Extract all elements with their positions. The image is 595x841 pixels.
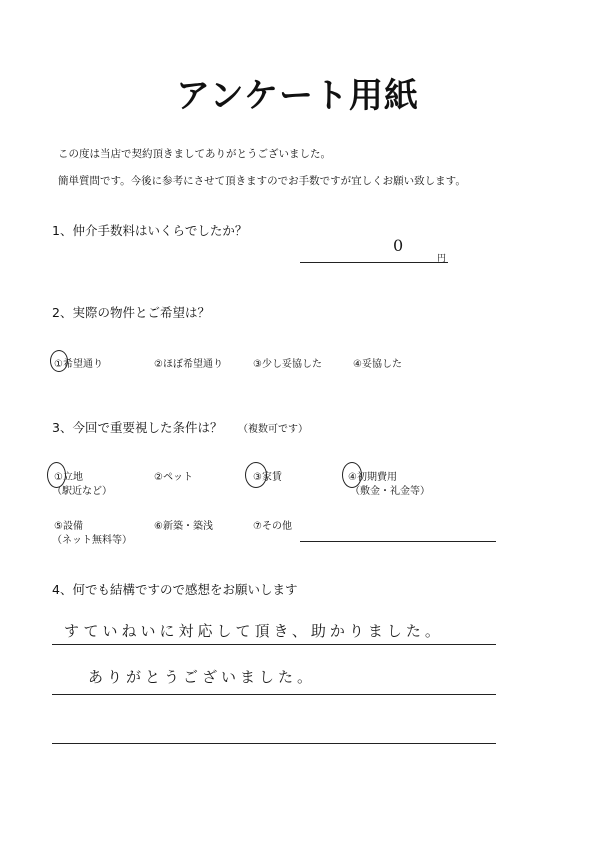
question-3-option-5[interactable]: ⑤設備: [54, 521, 83, 532]
question-3-option-1-sub: （駅近など）: [52, 486, 112, 497]
question-3-option-4-sub: （敷金・礼金等）: [350, 486, 430, 497]
question-3-option-6[interactable]: ⑥新築・築浅: [154, 521, 213, 532]
question-3-option-4[interactable]: ④初期費用: [348, 472, 397, 483]
question-3-label: 3、今回で重要視した条件は？: [52, 420, 223, 435]
question-4-answer-line-1[interactable]: すていねいに対応して頂き、助かりました。: [64, 622, 444, 640]
question-3-note: （複数可です）: [238, 424, 308, 435]
selection-circle-mark: [245, 462, 267, 488]
question-4-label: 4、何でも結構ですので感想をお願いします: [52, 582, 298, 597]
question-2-option-2[interactable]: ②ほぼ希望通り: [154, 359, 223, 370]
question-1-answer-line: [300, 262, 448, 263]
question-2-option-1[interactable]: ①希望通り: [54, 359, 103, 370]
question-2-option-4[interactable]: ④妥協した: [353, 359, 402, 370]
intro-line-1: この度は当店で契約頂きましてありがとうございました。: [58, 148, 331, 160]
question-1-answer[interactable]: 0: [393, 236, 408, 255]
question-2-label: 2、実際の物件とご希望は？: [52, 305, 210, 320]
question-3-option-3[interactable]: ③家賃: [253, 472, 282, 483]
question-3-option-1[interactable]: ①立地: [54, 472, 83, 483]
selection-circle-mark: [342, 462, 362, 488]
question-3-other-line: [300, 541, 496, 542]
question-3-option-7[interactable]: ⑦その他: [253, 521, 292, 532]
selection-circle-mark: [47, 462, 66, 488]
question-3-option-5-sub: （ネット無料等）: [52, 535, 132, 546]
selection-circle-mark: [50, 350, 68, 372]
question-2-option-3[interactable]: ③少し妥協した: [253, 359, 322, 370]
question-1-unit: 円: [437, 254, 447, 264]
question-1-label: 1、仲介手数料はいくらでしたか？: [52, 223, 248, 238]
answer-rule: [52, 644, 496, 645]
page-title: アンケート用紙: [176, 76, 419, 116]
answer-rule: [52, 694, 496, 695]
intro-line-2: 簡単質問です。今後に参考にさせて頂きますのでお手数ですが宜しくお願い致します。: [58, 175, 466, 187]
question-4-answer-line-2[interactable]: ありがとうございました。: [88, 668, 317, 686]
answer-rule: [52, 743, 496, 744]
question-3-option-2[interactable]: ②ペット: [154, 472, 193, 483]
